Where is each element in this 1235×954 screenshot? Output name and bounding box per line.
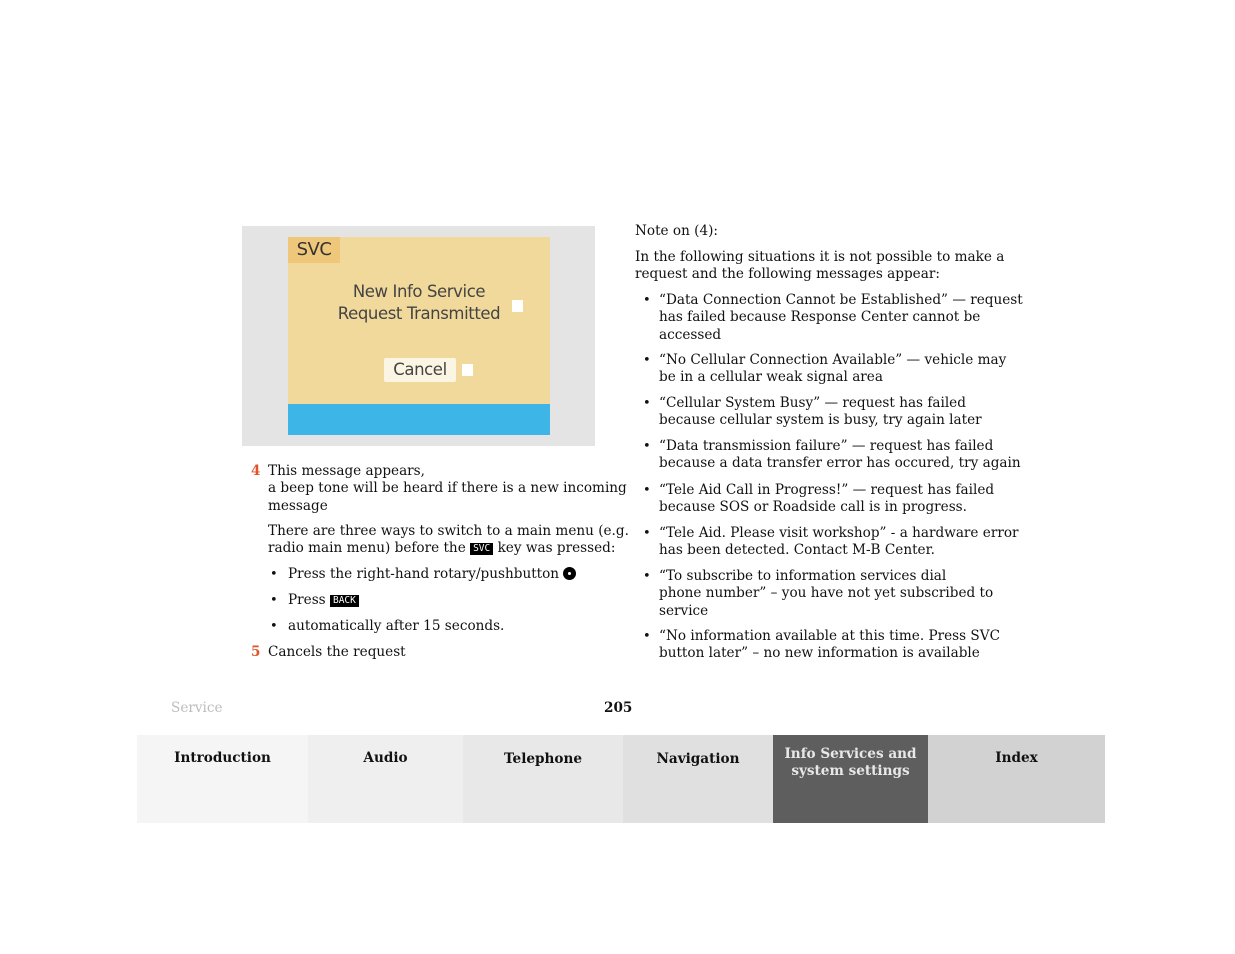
note-bullet-4: [643, 438, 1021, 473]
note-bullet-7: [643, 568, 993, 620]
paragraph-line1: There are three ways to switch to a main menu (e.g.: [268, 523, 629, 539]
note-bullet-1-line1: “Data Connection Cannot be Established” — request: [659, 292, 1023, 308]
footer-section-label: Service: [171, 700, 223, 716]
note-bullet-2-line2: be in a cellular weak signal area: [659, 369, 883, 386]
item-4-text: [268, 463, 627, 515]
note-bullet-4-line2: because a data transfer error has occured, try again: [659, 455, 1021, 472]
note-bullet-1: [643, 292, 1023, 344]
tab-navigation[interactable]: [623, 735, 773, 823]
left-bullet-3: [270, 618, 504, 635]
left-bullet-2: [270, 592, 359, 609]
screen-message-line1: New Info Service: [352, 282, 486, 301]
note-bullet-1-line3: accessed: [659, 326, 722, 343]
note-bullet-7-line1: “To subscribe to information services dial: [659, 568, 947, 584]
bullet-dot: •: [643, 439, 651, 454]
note-bullet-8-line1: “No information available at this time. Press SVC: [659, 628, 1000, 644]
paragraph-line2: [268, 540, 629, 557]
note-bullet-8: [643, 628, 1000, 663]
screen-status-bar: [288, 404, 550, 435]
item-number-5: 5: [251, 644, 261, 660]
paragraph-line2-end: key was pressed:: [497, 540, 616, 557]
switch-menu-paragraph: [268, 523, 629, 558]
note-bullet-5: [643, 482, 994, 517]
tab-telephone-label: Telephone: [503, 751, 582, 767]
note-bullet-8-line2: button later” – no new information is available: [659, 645, 980, 662]
tab-introduction-label: Introduction: [174, 750, 271, 766]
item-4-line3: message: [268, 497, 328, 514]
bullet-dot: •: [643, 569, 651, 584]
note-bullet-4-line1: “Data transmission failure” — request has failed: [659, 438, 994, 454]
left-bullet-3-text: automatically after 15 seconds.: [288, 618, 505, 634]
bullet-dot: •: [270, 619, 278, 634]
note-bullet-5-line2: because SOS or Roadside call is in progress.: [659, 499, 967, 516]
item-5-text: Cancels the request: [268, 644, 406, 660]
tab-info-services-label-line1: Info Services and: [784, 746, 917, 762]
note-bullet-2-line1: “No Cellular Connection Available” — vehicle may: [659, 352, 1007, 368]
tab-index[interactable]: [928, 735, 1105, 823]
bullet-dot: •: [643, 396, 651, 411]
screen-message: [288, 281, 550, 325]
svc-tag: SVC: [288, 237, 340, 263]
callout-marker-4: [512, 300, 523, 312]
back-key-icon: BACK: [330, 595, 359, 607]
note-bullet-6: [643, 525, 1019, 560]
note-bullet-3-line2: because cellular system is busy, try again later: [659, 412, 982, 429]
note-bullet-3: [643, 395, 982, 430]
bullet-dot: •: [643, 353, 651, 368]
tab-index-label: Index: [995, 750, 1038, 766]
tab-audio[interactable]: [308, 735, 463, 823]
tab-info-services-label-line2: system settings: [791, 763, 910, 779]
cancel-button[interactable]: Cancel: [384, 358, 456, 382]
note-bullet-3-line1: “Cellular System Busy” — request has failed: [659, 395, 966, 411]
tab-audio-label: Audio: [363, 750, 408, 766]
callout-marker-5: [462, 364, 473, 376]
left-bullet-2-text: Press: [288, 592, 326, 608]
left-bullet-1: [270, 566, 576, 583]
tab-info-services[interactable]: [773, 735, 928, 823]
display-screenshot-figure: [242, 226, 595, 446]
tab-introduction[interactable]: [137, 735, 308, 823]
bullet-dot: •: [643, 629, 651, 644]
note-intro-line2: request and the following messages appear:: [635, 266, 940, 283]
bullet-dot: •: [643, 483, 651, 498]
bullet-dot: •: [643, 526, 651, 541]
bullet-dot: •: [270, 567, 278, 582]
left-bullet-1-text: Press the right-hand rotary/pushbutton: [288, 566, 560, 582]
note-bullet-6-line2: has been detected. Contact M-B Center.: [659, 542, 935, 559]
rotary-pushbutton-icon: [563, 567, 576, 580]
note-intro-line1: In the following situations it is not possible to make a: [635, 249, 1005, 265]
item-4-line1: This message appears,: [268, 463, 425, 479]
note-bullet-5-line1: “Tele Aid Call in Progress!” — request has failed: [659, 482, 995, 498]
svc-key-icon: SVC: [470, 543, 493, 555]
page-number: 205: [604, 700, 633, 716]
item-number-4: 4: [251, 463, 261, 479]
note-bullet-6-line1: “Tele Aid. Please visit workshop” - a hardware error: [659, 525, 1019, 541]
paragraph-line2-start: radio main menu) before the: [268, 540, 466, 557]
note-bullet-7-line2: phone number” – you have not yet subscribed to: [659, 585, 994, 602]
screen-message-line2: Request Transmitted: [337, 304, 501, 323]
note-intro: [635, 249, 1004, 284]
bullet-dot: •: [643, 293, 651, 308]
bullet-dot: •: [270, 593, 278, 608]
item-4-line2: a beep tone will be heard if there is a new incoming: [268, 480, 627, 497]
tab-telephone[interactable]: [463, 735, 623, 823]
tab-navigation-label: Navigation: [656, 751, 740, 767]
note-bullet-1-line2: has failed because Response Center cannot be: [659, 309, 981, 326]
note-bullet-7-line3: service: [659, 602, 709, 619]
note-heading: Note on (4):: [635, 223, 719, 239]
note-bullet-2: [643, 352, 1006, 387]
display-screen: [288, 237, 550, 435]
